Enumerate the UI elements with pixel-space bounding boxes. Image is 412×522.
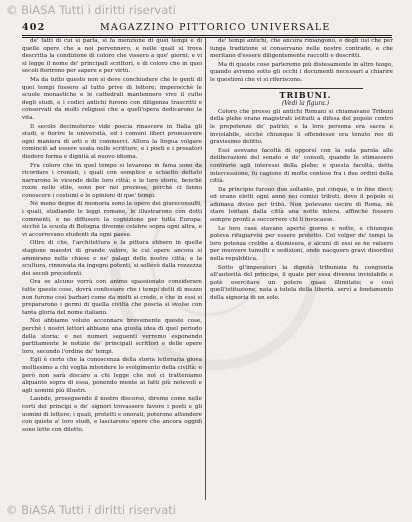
- section-subtitle: (Vedi la figura.): [281, 100, 330, 108]
- section-separator: [240, 88, 363, 89]
- paragraph: Essi avevano facoltà di opporsi con la sola parola alle deliberazioni del senato e de' consoli, quando le stimassero contrarie agli interessi della plebe; e questa facoltà, detta intercessione, fu cagione di molte contese fra i due ordini della città.: [210, 147, 393, 185]
- paragraph: Ma di queste cose parleremo più distesamente in altro luogo, quando avremo sotto gli occhi i documenti necessari a chiarire le questioni che vi si riferiscono.: [210, 61, 393, 83]
- paragraph: Fra coloro che in quel tempo si levarono in fama sono da ricordare i cronisti, i quali con semplice e schietto dettato narrarono le vicende delle loro città; e le loro storie, benchè rozze nello stile, sono per noi preziose, perchè ci fanno conoscere i costumi e le opinioni di que' tempi.: [22, 162, 202, 199]
- paragraph: Da principio furono due soltanto, poi cinque, e in fine dieci; ed erano eletti ogni anno nei comizi tributi, dove il popolo si adunava diviso per tribù. Non potevano uscire di Roma, nè stare lontani dalla città una notte intera, affinchè fossero sempre pronti a soccorrere chi li invocasse.: [210, 186, 393, 224]
- paragraph: Laonde, proseguendo il nostro discorso, diremo come nelle corti dei principi e de' signori trovassero favore i poeti e gli uomini di lettere; i quali, protetti e onorati, poterono attendere con quiete a' loro studi, e lasciarono opere che ancora oggidì sono lette con diletto.: [22, 396, 202, 433]
- paragraph: Il secolo decimoterzo vide poscia rinascere in Italia gli studi, e fiorire le università, ed i comuni liberi promuovere ogni maniera di arti e di commerci. Allora la lingua volgare cominciò ad essere usata nelle scritture, e i poeti e i prosatori diedero forma e dignità al nuovo idioma.: [22, 123, 202, 160]
- page-header: [22, 22, 392, 36]
- watermark-bottom: © BiASA Tutti i diritti riservati: [6, 503, 176, 517]
- right-column: [210, 38, 393, 503]
- paragraph: Egli è certo che la conoscenza della storia letteraria giova moltissimo a chi voglia intendere lo svolgimento della civiltà; e però non sarà discaro a chi legge che noi ci tratteniamo alquanto sopra di essa, ponendo mente ai fatti più notevoli e agli uomini più illustri.: [22, 357, 202, 394]
- paragraph: Noi abbiamo voluto accennare brevemente queste cose, perchè i nostri lettori abbiano una giusta idea di quel periodo della storia; e nei numeri seguenti verremo esponendo partitamente le notizie de' principali scrittori e delle opere loro, secondo l'ordine de' tempi.: [22, 318, 202, 355]
- column-divider: [205, 38, 206, 500]
- paragraph: Coloro che presso gli antichi Romani si chiamavano Tribuni della plebe erano magistrati istituiti a difesa del popolo contro le prepotenze de' patrizi; e la loro persona era sacra e inviolabile, sicchè chiunque li offendesse era tenuto reo di gravissimo delitto.: [210, 108, 393, 146]
- paragraph: Nè meno degne di memoria sono le opere dei giureconsulti, i quali, studiando le leggi romane, le illustrarono con dotti commenti, e ne diffusero la cognizione per tutta Europa; sicchè la scuola di Bologna divenne celebre sopra ogni altra, e vi accorrevano studenti da ogni paese.: [22, 201, 202, 238]
- watermark-top: © BiASA Tutti i diritti riservati: [6, 3, 176, 17]
- paragraph: de' tempi antichi, che ancora rimangono, e degli usi che per lunga tradizione si conservano nelle nostre contrade, e che meritano d'essere diligentemente raccolti e descritti.: [210, 38, 393, 60]
- publication-title: MAGAZZINO PITTORICO UNIVERSALE: [100, 22, 331, 33]
- page-number: 402: [22, 22, 46, 33]
- paragraph: de' fatti di cui si parla, si fa menzione di quei tempi e di quelle opere che a noi pervennero, e nelle quali si trova descritta la condizione di coloro che vissero a que' giorni; e vi si legge il nome de' principali scrittori, e di coloro che in quei secoli fiorirono per sapere e per virtù.: [22, 38, 202, 75]
- paragraph: Le loro case stavano aperte giorno e notte, e chiunque poteva rifugiarvisi per essere protetto. Col volger de' tempi la loro potenza crebbe a dismisura, e alcuni di essi se ne valsero per muovere tumulti e sedizioni, onde nacquero gravi disordini nella repubblica.: [210, 225, 393, 263]
- paragraph: Sotto gl'imperatori la dignità tribunizia fu congiunta all'autorità del principe, il quale per essa divenne inviolabile e potè esercitare un potere quasi illimitato; e così quell'istituzione, nata a tutela della libertà, servì a fondamento della signoria di un solo.: [210, 264, 393, 301]
- paragraph: Ma da tutto questo non si deve conchiudere che le genti di quei tempi fossero al tutto prive di lettere; imperocchè le scuole monastiche e le cattedrali mantennero vivo il culto degli studi, e i codici antichi furono con diligenza trascritti e conservati da molti religiosi che a quell'opera dedicarono la vita.: [22, 76, 202, 121]
- paragraph: Ora se alcuno vorrà con animo spassionato considerare tutte queste cose, dovrà confessare che i tempi detti di mezzo non furono così barbari come da molti si crede, e che in essi si prepararono i germi di quella civiltà che poscia si svolse con tanta gloria del nome italiano.: [22, 279, 202, 316]
- paragraph: Oltre di che, l'architettura e la pittura ebbero in quella stagione maestri di grande valore, le cui opere ancora si ammirano nelle chiese e ne' palagi delle nostre città; e la scultura, rinnovata da ingegni potenti, si sollevò dalla rozzezza dei secoli precedenti.: [22, 240, 202, 277]
- section-title: TRIBUNI.: [279, 89, 332, 100]
- left-column: [22, 38, 202, 503]
- header-rule: [22, 35, 392, 36]
